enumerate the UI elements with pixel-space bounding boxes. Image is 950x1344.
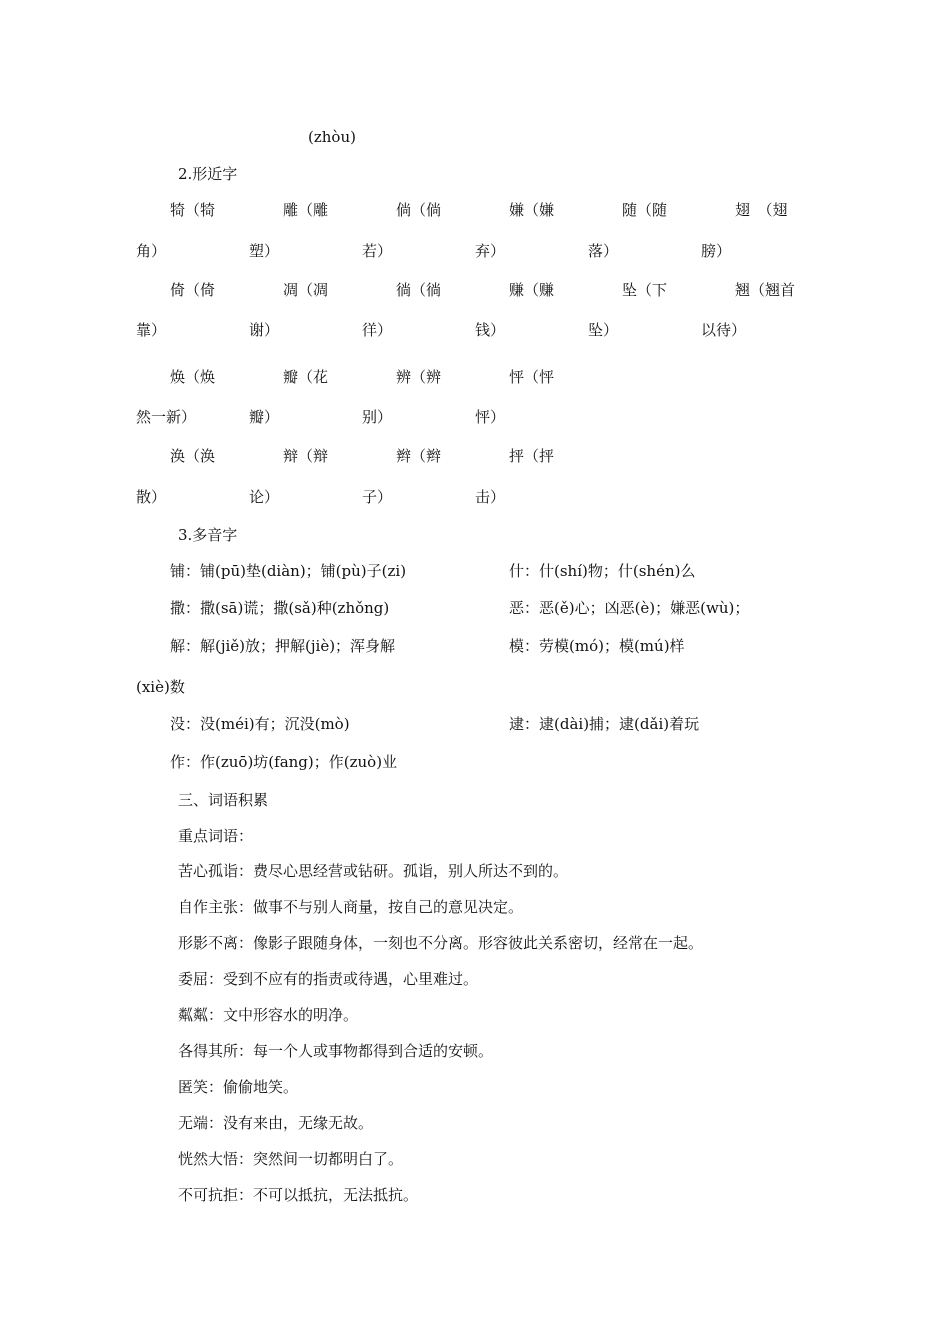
char-pair: 嫌（嫌 — [509, 201, 555, 219]
vocab-entry: 各得其所：每一个人或事物都得到合适的安顿。 — [178, 1042, 494, 1060]
section-heading-similar-characters: 2.形近字 — [178, 165, 238, 183]
char-pair: 抨（抨 — [509, 447, 555, 465]
char-pair-cont: 塑） — [249, 242, 280, 260]
char-pair: 翘（翘首 — [735, 281, 796, 299]
vocab-entry: 自作主张：做事不与别人商量，按自己的意见决定。 — [178, 898, 524, 916]
char-pair-cont: 若） — [362, 242, 393, 260]
char-pair-cont: 膀） — [701, 242, 732, 260]
char-pair-cont: 怦） — [475, 408, 506, 426]
char-pair: 赚（赚 — [509, 281, 555, 299]
polyphone-entry: 逮：逮(dài)捕；逮(dǎi)着玩 — [509, 715, 700, 733]
char-pair-cont: 散） — [136, 488, 167, 506]
char-pair-cont: 别） — [362, 408, 393, 426]
vocab-entry: 苦心孤诣：费尽心思经营或钻研。孤诣，别人所达不到的。 — [178, 862, 569, 880]
char-pair-cont: 徉） — [362, 321, 393, 339]
char-pair-cont: 然一新） — [136, 408, 197, 426]
subheading-key-words: 重点词语： — [178, 827, 254, 845]
vocab-entry: 粼粼：文中形容水的明净。 — [178, 1006, 359, 1024]
polyphone-entry: 撒：撒(sā)谎；撒(sǎ)种(zhǒng) — [170, 599, 390, 617]
char-pair: 随（随 — [622, 201, 668, 219]
char-pair: 倚（倚 — [170, 281, 216, 299]
char-pair: 怦（怦 — [509, 368, 555, 386]
vocab-entry: 委屈：受到不应有的指责或待遇，心里难过。 — [178, 970, 479, 988]
char-pair-cont: 弃） — [475, 242, 506, 260]
char-pair-cont: 钱） — [475, 321, 506, 339]
vocab-entry: 不可抗拒：不可以抵抗，无法抵抗。 — [178, 1186, 419, 1204]
char-pair: 辨（辨 — [396, 368, 442, 386]
section-heading-polyphones: 3.多音字 — [178, 526, 238, 544]
char-pair: 辩（辩 — [283, 447, 329, 465]
char-pair: 瓣（花 — [283, 368, 329, 386]
vocab-entry: 形影不离：像影子跟随身体，一刻也不分离。形容彼此关系密切，经常在一起。 — [178, 934, 704, 952]
char-pair: 徜（徜 — [396, 281, 442, 299]
polyphone-entry: 没：没(méi)有；沉没(mò) — [170, 715, 350, 733]
vocab-entry: 匿笑：偷偷地笑。 — [178, 1078, 299, 1096]
char-pair: 涣（涣 — [170, 447, 216, 465]
pinyin-annotation: (zhòu) — [308, 128, 356, 146]
char-pair-cont: 子） — [362, 488, 393, 506]
char-pair: 翅 （翅 — [735, 201, 788, 219]
char-pair-cont: 落） — [588, 242, 619, 260]
char-pair: 坠（下 — [622, 281, 668, 299]
char-pair-cont: 坠） — [588, 321, 619, 339]
polyphone-entry: 作：作(zuō)坊(fang)；作(zuò)业 — [170, 753, 398, 771]
char-pair-cont: 靠） — [136, 321, 167, 339]
char-pair: 凋（凋 — [283, 281, 329, 299]
char-pair: 辫（辫 — [396, 447, 442, 465]
polyphone-entry: 铺：铺(pū)垫(diàn)；铺(pù)子(zi) — [170, 562, 407, 580]
section-heading-vocabulary: 三、词语积累 — [178, 791, 269, 809]
char-pair: 焕（焕 — [170, 368, 216, 386]
char-pair: 犄（犄 — [170, 201, 216, 219]
char-pair: 雕（雕 — [283, 201, 329, 219]
polyphone-entry: 模：劳模(mó)；模(mú)样 — [509, 637, 685, 655]
polyphone-entry: 什：什(shí)物；什(shén)么 — [509, 562, 696, 580]
char-pair-cont: 论） — [249, 488, 280, 506]
char-pair-cont: 谢） — [249, 321, 280, 339]
polyphone-entry: 解：解(jiě)放；押解(jiè)；浑身解 — [170, 637, 396, 655]
vocab-entry: 恍然大悟：突然间一切都明白了。 — [178, 1150, 404, 1168]
polyphone-entry-cont: (xiè)数 — [136, 678, 185, 696]
char-pair-cont: 瓣） — [249, 408, 280, 426]
char-pair-cont: 角） — [136, 242, 167, 260]
vocab-entry: 无端：没有来由，无缘无故。 — [178, 1114, 374, 1132]
char-pair-cont: 以待） — [701, 321, 747, 339]
polyphone-entry: 恶：恶(ě)心；凶恶(è)；嫌恶(wù)； — [509, 599, 750, 617]
char-pair: 倘（倘 — [396, 201, 442, 219]
char-pair-cont: 击） — [475, 488, 506, 506]
